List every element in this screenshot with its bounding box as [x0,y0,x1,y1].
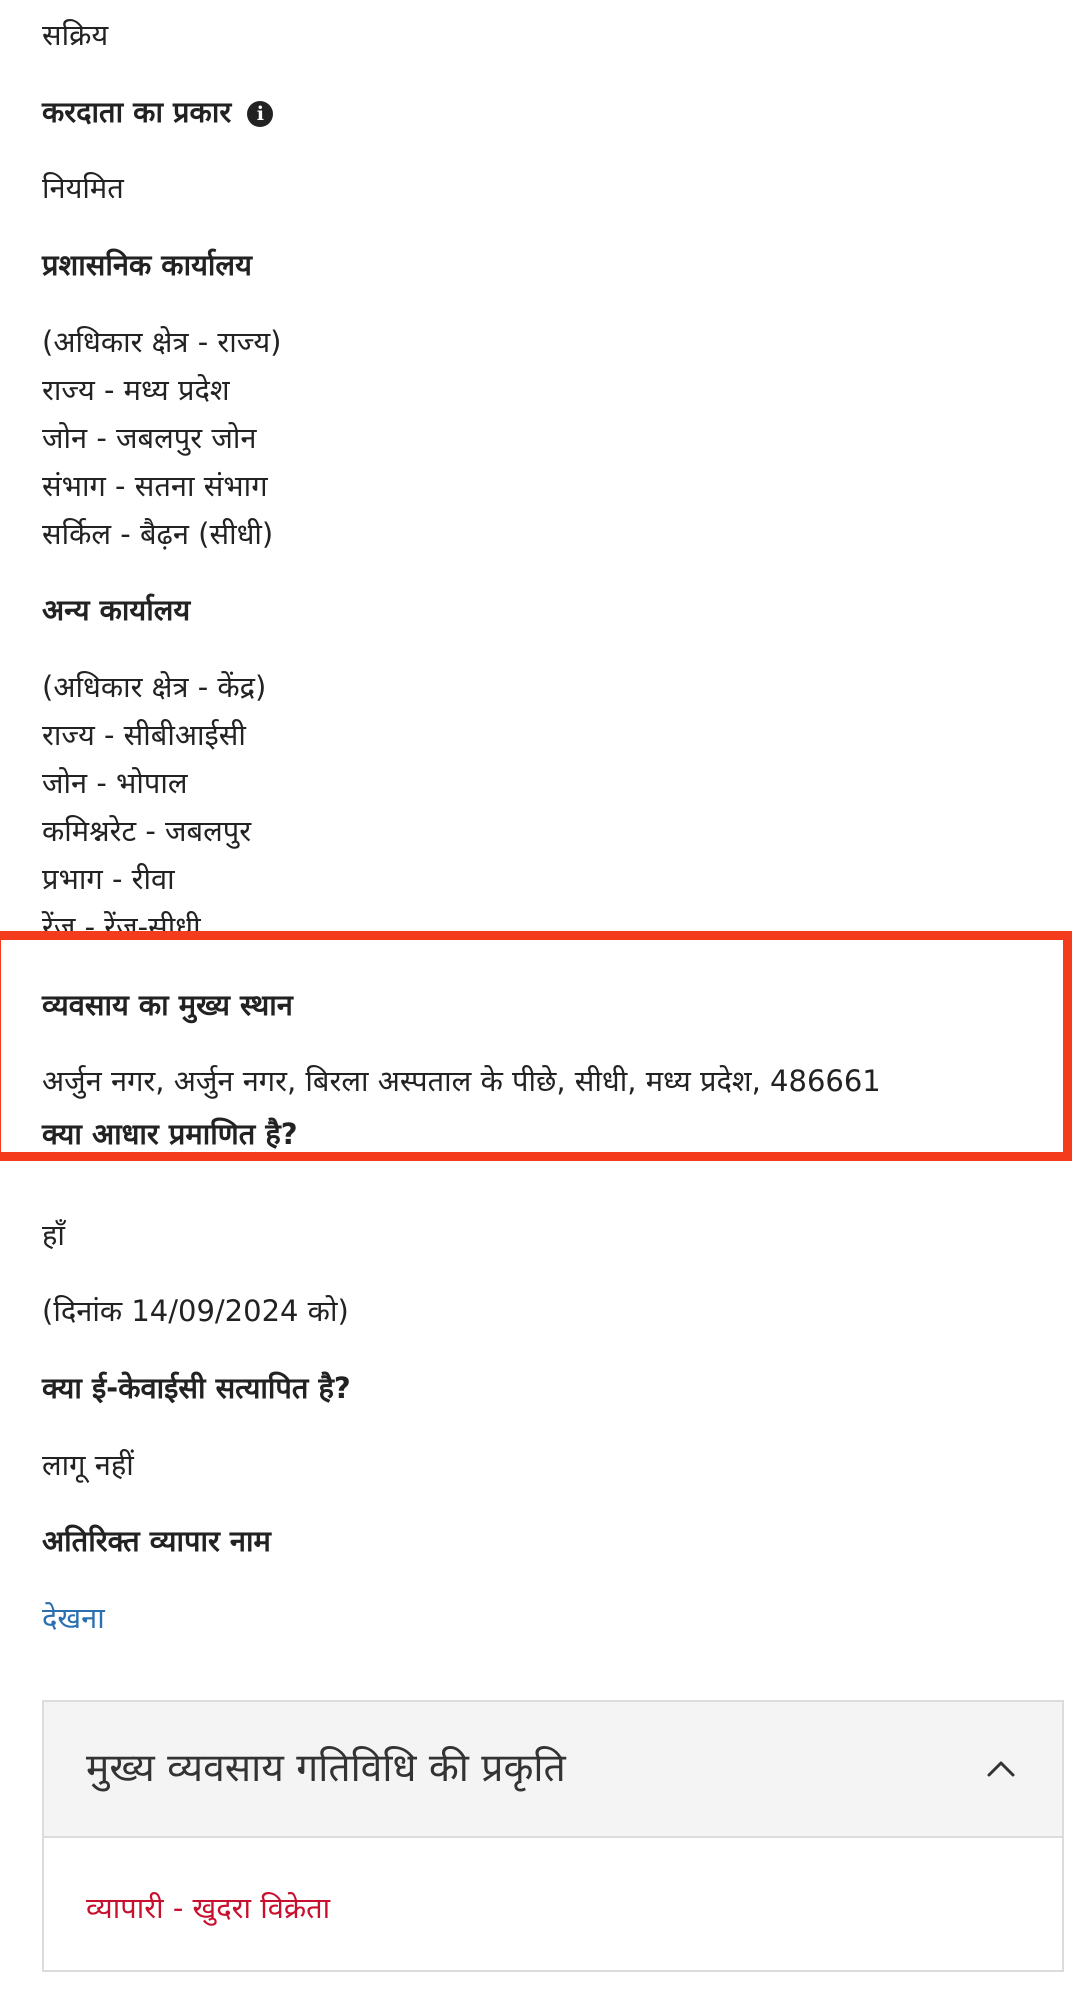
aadhaar-value: हाँ [42,1218,65,1252]
other-office-line: (अधिकार क्षेत्र - केंद्र) [42,670,267,704]
chevron-up-icon[interactable] [984,1752,1018,1786]
admin-office-line: संभाग - सतना संभाग [42,469,268,503]
highlight-box [0,931,1072,1161]
admin-office-label: प्रशासनिक कार्यालय [42,248,252,282]
aadhaar-date: (दिनांक 14/09/2024 को) [42,1294,349,1328]
principal-place-value: अर्जुन नगर, अर्जुन नगर, बिरला अस्पताल के पीछे, सीधी, मध्य प्रदेश, 486661 [42,1064,881,1098]
admin-office-line: जोन - जबलपुर जोन [42,421,257,455]
other-office-label: अन्य कार्यालय [42,593,191,627]
taxpayer-type-heading [42,88,273,136]
additional-trade-label: अतिरिक्त व्यापार नाम [42,1524,271,1558]
other-office-line: राज्य - सीबीआईसी [42,718,246,752]
other-office-line: रेंज - रेंज-सीधी [42,910,201,944]
view-additional-trade-link[interactable]: देखना [42,1601,105,1635]
admin-office-line: राज्य - मध्य प्रदेश [42,373,230,407]
info-icon[interactable]: i [247,101,273,127]
principal-place-label: व्यवसाय का मुख्य स्थान [42,988,293,1022]
other-office-line: प्रभाग - रीवा [42,862,175,896]
business-activity-accordion [42,1700,1064,1972]
other-office-line: कमिश्नरेट - जबलपुर [42,814,252,848]
admin-office-line: (अधिकार क्षेत्र - राज्य) [42,325,282,359]
business-activity-item: व्यापारी - खुदरा विक्रेता [86,1891,331,1925]
ekyc-label: क्या ई-केवाईसी सत्यापित है? [42,1371,351,1405]
taxpayer-type-value: नियमित [42,171,124,205]
accordion-header[interactable] [44,1702,1062,1838]
aadhaar-label: क्या आधार प्रमाणित है? [42,1117,298,1151]
ekyc-value: लागू नहीं [42,1448,134,1482]
taxpayer-type-label: करदाता का प्रकार [42,95,232,129]
status-value: सक्रिय [42,18,109,52]
accordion-title: मुख्य व्यवसाय गतिविधि की प्रकृति [86,1746,566,1791]
other-office-line: जोन - भोपाल [42,766,188,800]
admin-office-line: सर्किल - बैढ़न (सीधी) [42,517,274,551]
